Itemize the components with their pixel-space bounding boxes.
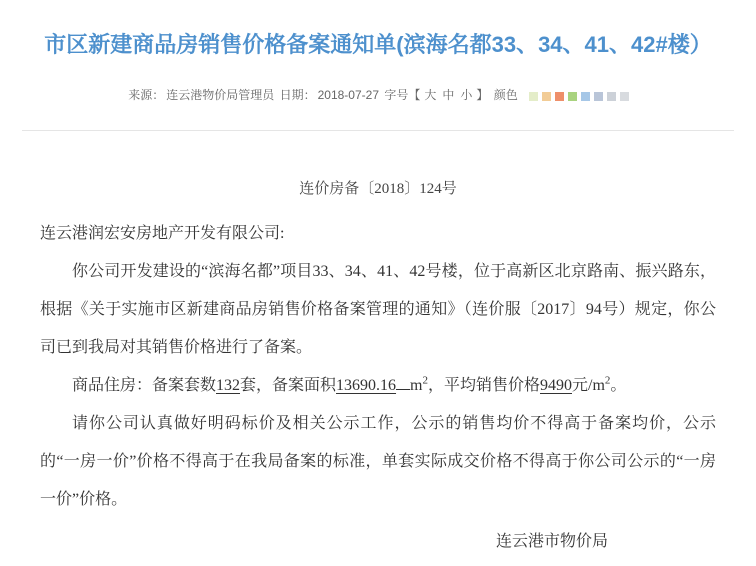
- project-paragraph: 你公司开发建设的“滨海名都”项目33、34、41、42号楼，位于高新区北京路南、振兴路东，根据《关于实施市区新建商品房销售价格备案管理的通知》（连价服〔2017〕94号）规定，你公司已到我局对其销售价格进行了备案。: [40, 263, 716, 357]
- notice-document: [40, 179, 716, 553]
- color-swatch[interactable]: [620, 92, 629, 101]
- color-label: 颜色: [493, 88, 518, 102]
- color-swatch[interactable]: [581, 92, 590, 101]
- area-unit-superscript: 2: [422, 375, 428, 387]
- header-divider: [22, 130, 734, 131]
- fontsize-large-link[interactable]: 大: [424, 88, 437, 102]
- signature: 连云港市物价局: [495, 533, 608, 551]
- stats-period: 。: [610, 377, 627, 395]
- date-value: 2018-07-27: [317, 88, 379, 102]
- page-title: 市区新建商品房销售价格备案通知单(滨海名都33、34、41、42#楼）: [44, 32, 712, 57]
- price-unit: 元/m: [572, 377, 605, 395]
- notice-paragraph: 请你公司认真做好明码标价及相关公示工作，公示的销售均价不得高于备案均价，公示的“一房一价”价格不得高于在我局备案的标准，单套实际成交价格不得高于你公司公示的“一房一价”价格。: [40, 415, 716, 509]
- color-swatch[interactable]: [529, 92, 538, 101]
- meta-bar: [0, 88, 756, 103]
- doc-number: 连价房备〔2018〕124号: [299, 181, 457, 198]
- stats-label: 商品住房：备案套数: [72, 377, 217, 395]
- price-unit-superscript: 2: [604, 375, 611, 387]
- stats-paragraph: [40, 367, 716, 405]
- fontsize-close: 】: [476, 88, 489, 102]
- color-swatch[interactable]: [607, 92, 616, 101]
- article-page: [0, 30, 756, 566]
- recipient-line: 连云港润宏安房地产开发有限公司:: [40, 225, 285, 243]
- fontsize-label: 字号【: [384, 88, 421, 102]
- source-value: 连云港物价局管理员: [166, 88, 275, 102]
- date-label: 日期：: [279, 88, 316, 102]
- fontsize-medium-link[interactable]: 中: [442, 88, 455, 102]
- color-swatch[interactable]: [594, 92, 603, 101]
- area-blank-underline: [396, 375, 410, 390]
- color-swatch[interactable]: [555, 92, 564, 101]
- color-palette: [525, 88, 629, 103]
- stats-mid: ，平均销售价格: [427, 377, 540, 395]
- color-swatch[interactable]: [568, 92, 577, 101]
- area-value: 13690.16: [336, 377, 397, 395]
- units-count-value: 132: [216, 377, 241, 395]
- area-unit: m: [410, 377, 423, 395]
- fontsize-small-link[interactable]: 小: [460, 88, 473, 102]
- source-label: 来源：: [128, 88, 165, 102]
- stats-units-suffix: 套，备案面积: [240, 377, 337, 395]
- price-value: 9490: [540, 377, 572, 395]
- color-swatch[interactable]: [542, 92, 551, 101]
